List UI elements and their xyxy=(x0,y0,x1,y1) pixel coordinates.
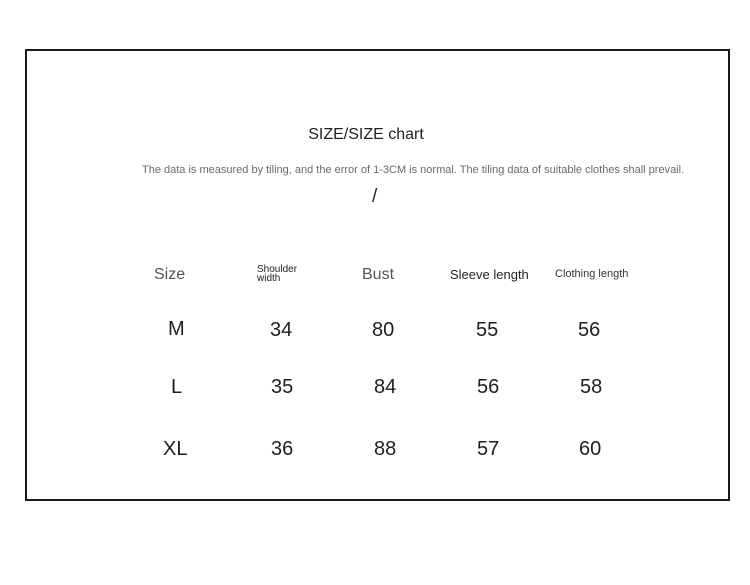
row-xl-size: XL xyxy=(163,438,188,460)
row-xl-sleeve: 57 xyxy=(477,438,500,460)
chart-title: SIZE/SIZE chart xyxy=(308,126,424,143)
row-xl-bust: 88 xyxy=(374,438,397,460)
row-m-bust: 80 xyxy=(372,319,395,341)
row-l-shoulder: 35 xyxy=(271,376,294,398)
row-xl-clothing: 60 xyxy=(579,438,602,460)
row-xl-shoulder: 36 xyxy=(271,438,294,460)
row-m-shoulder: 34 xyxy=(270,319,293,341)
measurement-note: The data is measured by tiling, and the error of 1-3CM is normal. The tiling data of suitable clothes shall prevail. xyxy=(142,164,685,176)
header-shoulder-width: Shoulder width xyxy=(257,264,298,284)
row-l-size: L xyxy=(171,376,183,398)
header-sleeve-length: Sleeve length xyxy=(450,267,529,282)
row-m-sleeve: 55 xyxy=(476,319,499,341)
header-bust: Bust xyxy=(362,266,395,283)
header-size: Size xyxy=(154,266,186,283)
row-m-size: M xyxy=(168,318,185,340)
row-l-bust: 84 xyxy=(374,376,397,398)
row-m-clothing: 56 xyxy=(578,319,601,341)
row-l-clothing: 58 xyxy=(580,376,603,398)
row-l-sleeve: 56 xyxy=(477,376,500,398)
separator: / xyxy=(372,186,378,207)
header-clothing-length: Clothing length xyxy=(555,268,629,280)
